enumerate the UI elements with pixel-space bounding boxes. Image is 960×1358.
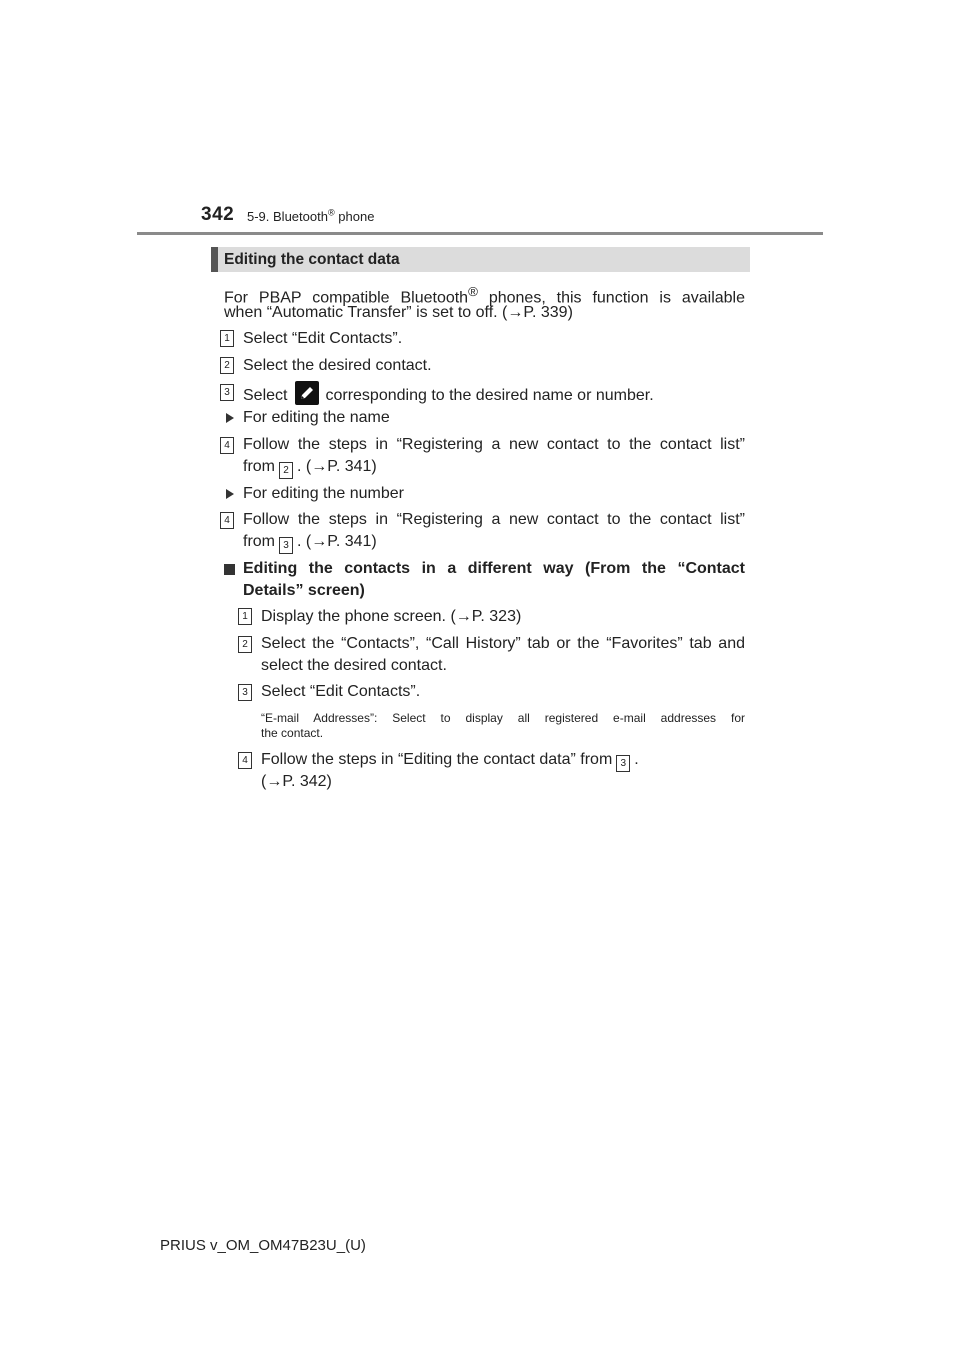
step-badge: 1 — [238, 608, 252, 625]
footer-code: PRIUS v_OM_OM47B23U_(U) — [160, 1237, 366, 1254]
step-ref-badge: 2 — [279, 462, 293, 479]
triangle-bullet-icon — [226, 489, 234, 499]
step-text: Select corresponding to the desired name or number. — [243, 381, 654, 406]
step-badge: 4 — [220, 512, 234, 529]
step-badge: 4 — [220, 437, 234, 454]
intro-line-2: when “Automatic Transfer” is set to off. (→P. 339) — [224, 304, 573, 321]
step-text-cont: (→P. 342) — [261, 773, 332, 790]
sub-label-name: For editing the name — [243, 409, 390, 426]
step-text: Follow the steps in “Registering a new contact to the contact list” — [243, 511, 745, 528]
step-text-cont: select the desired contact. — [261, 657, 447, 674]
step-badge: 4 — [238, 752, 252, 769]
pencil-icon — [295, 381, 319, 405]
step-badge: 3 — [220, 384, 234, 401]
step-badge: 3 — [238, 684, 252, 701]
intro-line-1: For PBAP compatible Bluetooth® phones, this function is available — [224, 284, 746, 307]
step-text: Follow the steps in “Editing the contact data” from 3 . — [261, 749, 639, 772]
step-badge: 2 — [220, 357, 234, 374]
step-text-cont: from 2 . (→P. 341) — [243, 456, 377, 479]
step-badge: 2 — [238, 636, 252, 653]
step-text: Select the desired contact. — [243, 357, 432, 374]
note-line-2: the contact. — [261, 726, 324, 740]
step-ref-badge: 3 — [616, 755, 630, 772]
sub-label-number: For editing the number — [243, 485, 404, 502]
step-badge: 1 — [220, 330, 234, 347]
section-heading: Editing the contact data — [211, 247, 750, 272]
step-text-cont: from 3 . (→P. 341) — [243, 531, 377, 554]
subsection-title-1: Editing the contacts in a different way (From the “Contact — [243, 560, 745, 577]
step-text: Select “Edit Contacts”. — [243, 330, 403, 347]
note-line-1: “E-mail Addresses”: Select to display all registered e-mail addresses for — [261, 711, 745, 725]
square-bullet-icon — [224, 564, 235, 575]
page-number: 342 — [201, 204, 235, 225]
step-ref-badge: 3 — [279, 537, 293, 554]
subsection-title-2: Details” screen) — [243, 582, 365, 599]
step-text: Select “Edit Contacts”. — [261, 683, 421, 700]
section-title: 5-9. Bluetooth® phone — [247, 207, 375, 224]
step-text: Select the “Contacts”, “Call History” tab or the “Favorites” tab and — [261, 635, 745, 652]
step-text: Display the phone screen. (→P. 323) — [261, 608, 522, 625]
step-text: Follow the steps in “Registering a new contact to the contact list” — [243, 436, 745, 453]
triangle-bullet-icon — [226, 413, 234, 423]
header-rule — [137, 232, 823, 235]
